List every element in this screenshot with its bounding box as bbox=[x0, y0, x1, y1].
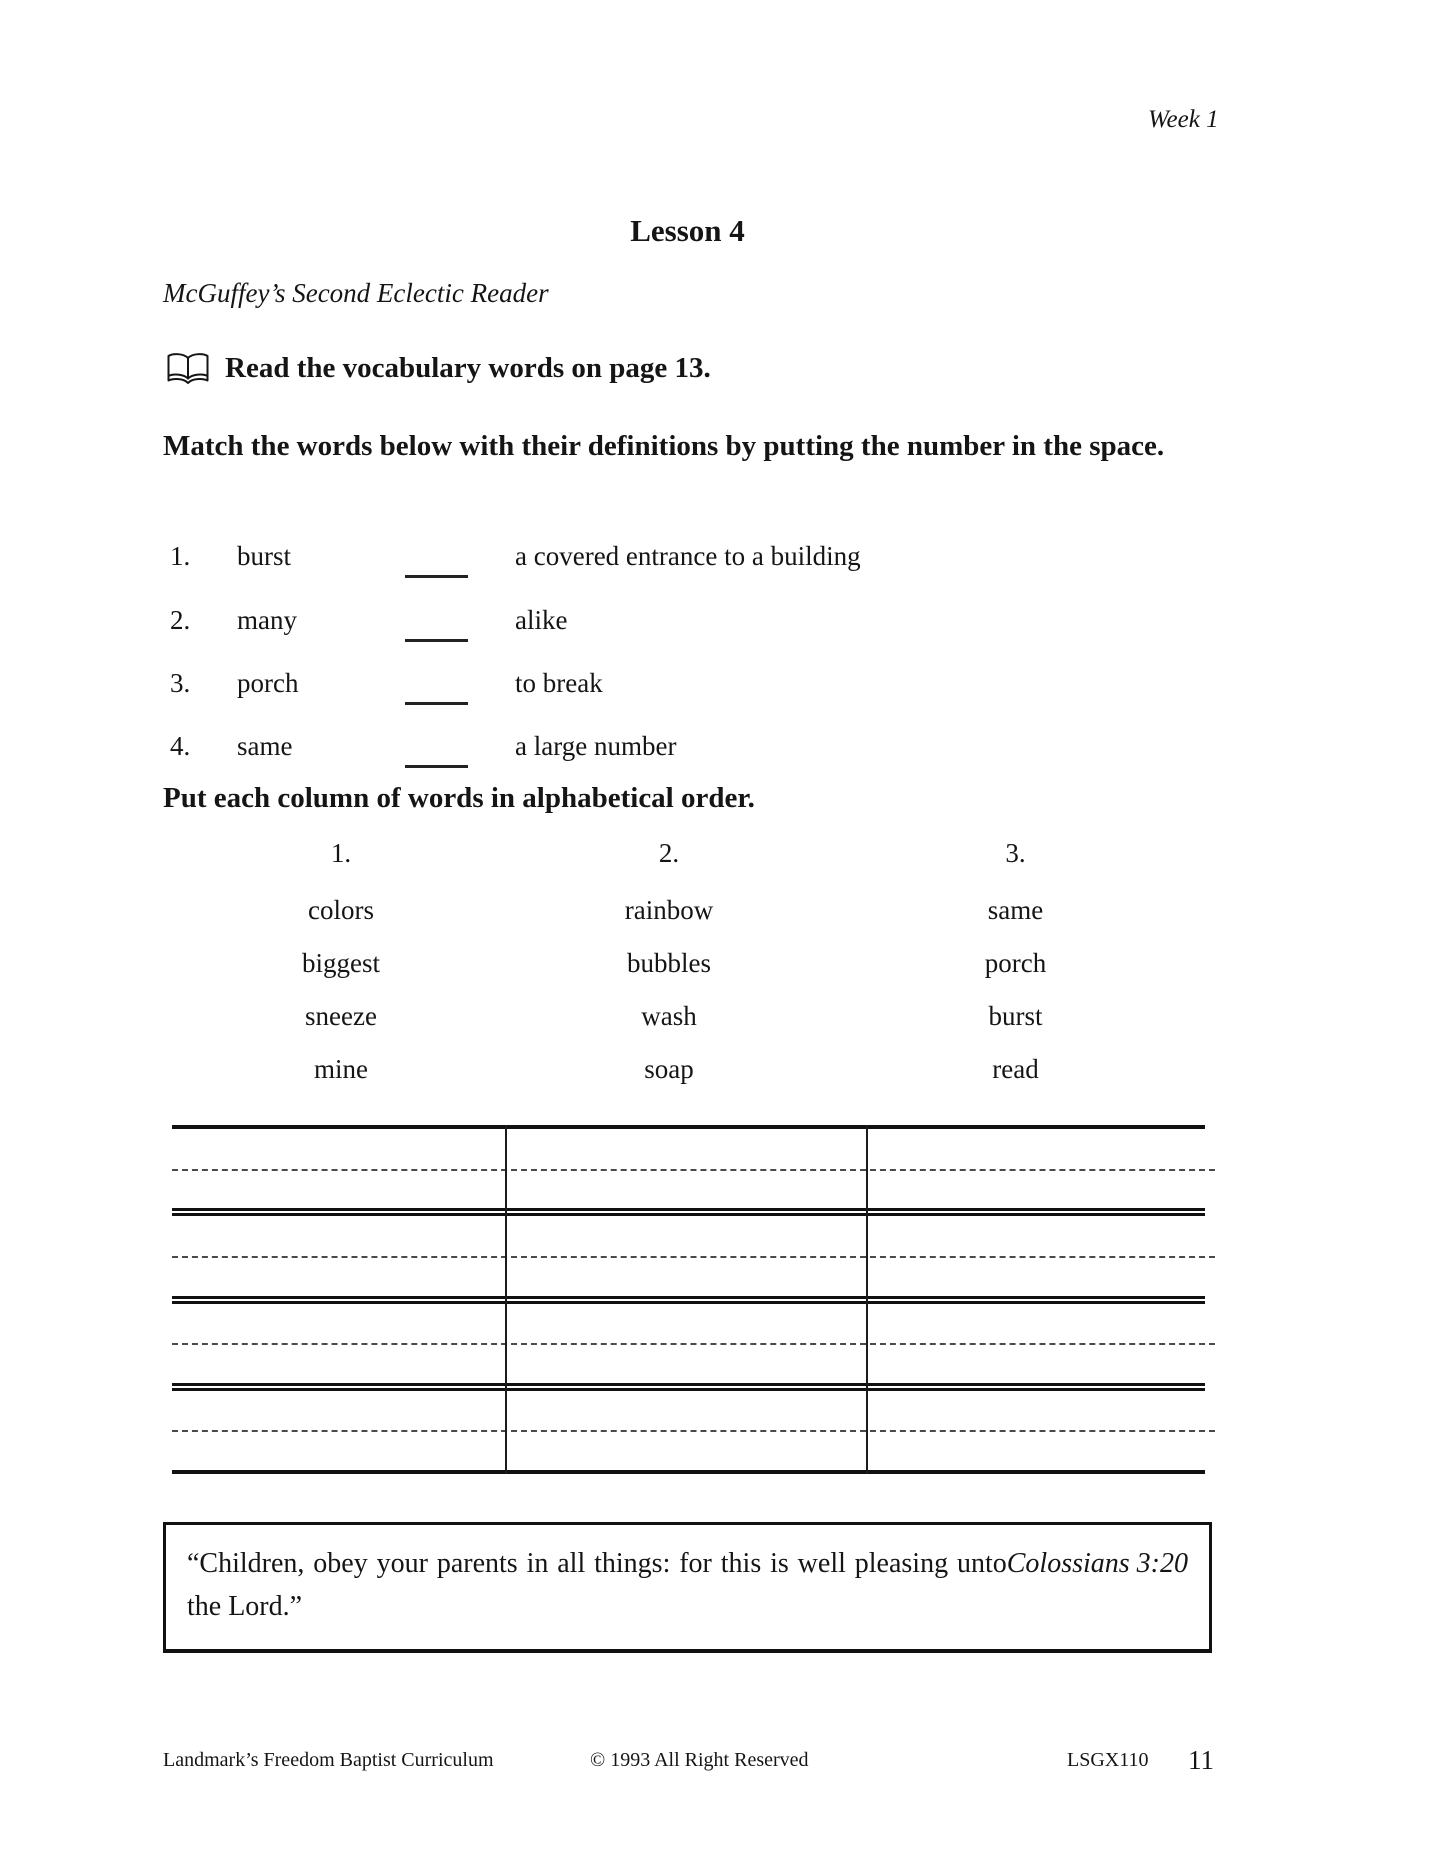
answer-blank[interactable] bbox=[405, 639, 468, 642]
alphabetical-column-1 bbox=[163, 838, 519, 1107]
week-label: Week 1 bbox=[1148, 106, 1219, 133]
column-divider-line bbox=[866, 1125, 868, 1474]
open-book-icon bbox=[165, 350, 211, 386]
match-number: 4. bbox=[170, 731, 191, 761]
column-word: biggest bbox=[302, 948, 380, 978]
page-footer bbox=[0, 1745, 1445, 1795]
match-word: many bbox=[237, 605, 297, 635]
column-word: soap bbox=[644, 1054, 694, 1084]
handwriting-row[interactable] bbox=[172, 1301, 1205, 1386]
column-word: wash bbox=[641, 1001, 697, 1031]
match-number: 3. bbox=[170, 668, 191, 698]
footer-code: LSGX110 bbox=[1067, 1749, 1149, 1771]
match-row bbox=[163, 605, 1215, 645]
alphabetical-instruction: Put each column of words in alphabetical order. bbox=[163, 782, 755, 814]
column-word: rainbow bbox=[624, 895, 714, 925]
match-definition: a covered entrance to a building bbox=[515, 541, 861, 571]
handwriting-row[interactable] bbox=[172, 1125, 1205, 1211]
match-row bbox=[163, 541, 1215, 581]
column-header: 2. bbox=[658, 838, 680, 868]
column-header: 3. bbox=[1005, 838, 1026, 868]
handwriting-row[interactable] bbox=[172, 1213, 1205, 1298]
column-word: mine bbox=[314, 1054, 368, 1084]
column-word: colors bbox=[308, 895, 374, 925]
footer-page-number: 11 bbox=[1188, 1745, 1214, 1775]
column-word: read bbox=[992, 1054, 1039, 1084]
scripture-paragraph bbox=[187, 1542, 1188, 1628]
column-divider-line bbox=[505, 1125, 507, 1474]
answer-blank[interactable] bbox=[405, 702, 468, 705]
lesson-title: Lesson 4 bbox=[630, 213, 745, 248]
book-reference: McGuffey’s Second Eclectic Reader bbox=[163, 278, 549, 308]
match-number: 2. bbox=[170, 605, 191, 635]
column-header: 1. bbox=[330, 838, 352, 868]
column-word: same bbox=[987, 895, 1044, 925]
column-word: burst bbox=[988, 1001, 1043, 1031]
match-row bbox=[163, 668, 1215, 708]
answer-blank[interactable] bbox=[405, 765, 468, 768]
match-row bbox=[163, 731, 1215, 771]
scripture-reference: Colossians 3:20 bbox=[1006, 1548, 1188, 1579]
footer-publisher: Landmark’s Freedom Baptist Curriculum bbox=[163, 1749, 494, 1771]
alphabetical-columns bbox=[163, 838, 1212, 1107]
match-instruction: Match the words below with their definitions by putting the number in the space. bbox=[163, 430, 1165, 462]
column-word: sneeze bbox=[305, 1001, 377, 1031]
read-instruction: Read the vocabulary words on page 13. bbox=[225, 351, 711, 384]
match-word: burst bbox=[237, 541, 291, 571]
match-definition: a large number bbox=[515, 731, 677, 761]
match-definition: alike bbox=[515, 605, 568, 635]
scripture-box bbox=[163, 1522, 1212, 1653]
match-definition: to break bbox=[515, 668, 603, 698]
read-instruction-row bbox=[165, 350, 711, 386]
match-word: porch bbox=[237, 668, 299, 698]
handwriting-row[interactable] bbox=[172, 1388, 1205, 1474]
column-word: bubbles bbox=[627, 948, 711, 978]
alphabetical-column-3 bbox=[819, 838, 1212, 1107]
column-word: porch bbox=[984, 948, 1047, 978]
alphabetical-column-2 bbox=[519, 838, 819, 1107]
answer-blank[interactable] bbox=[405, 575, 468, 578]
match-word: same bbox=[237, 731, 293, 761]
matching-section bbox=[163, 541, 1215, 801]
footer-copyright: © 1993 All Right Reserved bbox=[590, 1749, 809, 1771]
scripture-quote: “Children, obey your parents in all things: for this is well pleasing unto the Lord.” bbox=[187, 1548, 1007, 1622]
handwriting-lines-area bbox=[172, 1125, 1205, 1474]
match-number: 1. bbox=[170, 541, 191, 571]
